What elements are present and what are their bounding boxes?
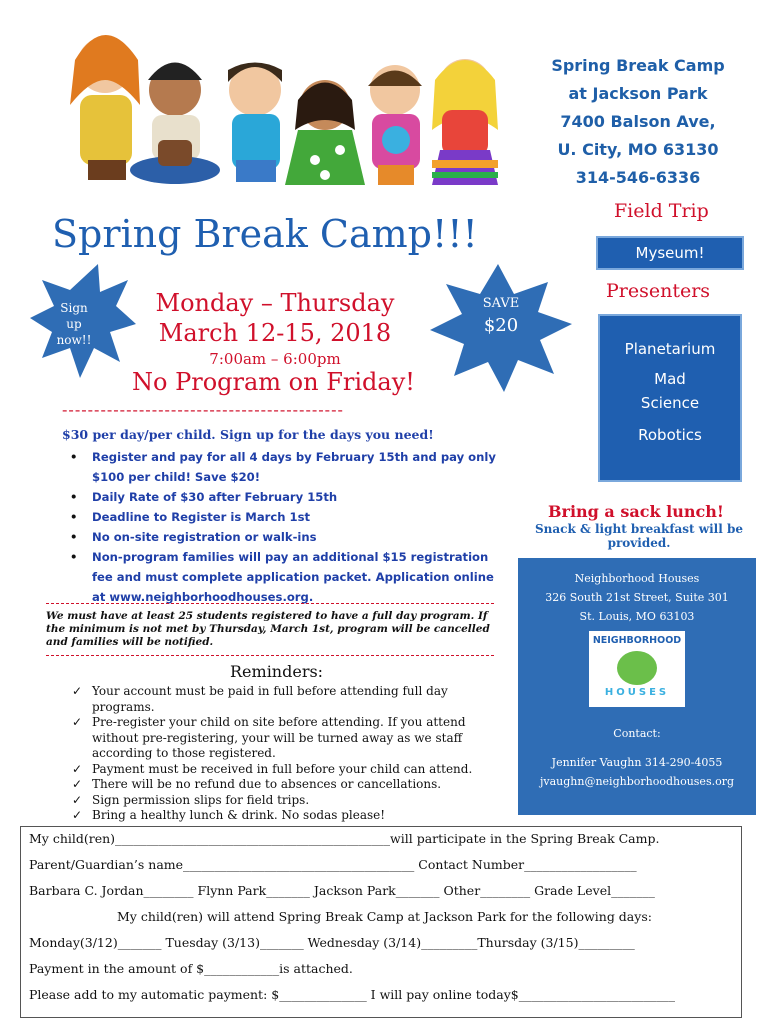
hand-icon xyxy=(617,651,657,685)
page-title: Spring Break Camp!!! xyxy=(52,212,478,256)
list-item: ✓ Your account must be paid in full before attending full day programs. xyxy=(72,684,502,715)
form-row-days-label: My child(ren) will attend Spring Break Camp at Jackson Park for the following days: xyxy=(117,909,652,924)
address-phone: 314-546-6336 xyxy=(575,168,701,187)
burst-text: now!! xyxy=(56,333,92,347)
org-city: St. Louis, MO 63103 xyxy=(579,610,695,623)
camp-address xyxy=(520,52,756,192)
burst-text: Sign xyxy=(60,301,88,315)
presenter-item: Robotics xyxy=(638,426,702,444)
camp-time: 7:00am – 6:00pm xyxy=(209,350,341,368)
list-item: • Daily Rate of $30 after February 15th xyxy=(62,487,502,507)
form-row-days[interactable]: Monday(3/12)_______ Tuesday (3/13)_______ Wednesday (3/14)_________Thursday (3/15)_________ xyxy=(29,935,635,950)
form-row-auto-payment[interactable]: Please add to my automatic payment: $______________ I will pay online today$_________________________ xyxy=(29,987,676,1002)
burst-text: up xyxy=(66,317,82,331)
reminders-heading: Reminders: xyxy=(230,662,324,681)
form-row-child[interactable]: My child(ren)____________________________________________will participate in the Spring Break Camp. xyxy=(29,831,660,846)
org-name: Neighborhood Houses xyxy=(574,572,700,585)
list-item: • No on-site registration or walk-ins xyxy=(62,527,502,547)
form-row-school[interactable]: Barbara C. Jordan________ Flynn Park_______ Jackson Park_______ Other________ Grade Level_______ xyxy=(29,883,655,898)
address-line: U. City, MO 63130 xyxy=(557,140,719,159)
minimum-note-box xyxy=(46,603,494,656)
form-row-payment[interactable]: Payment in the amount of $____________is attached. xyxy=(29,961,353,976)
divider: -------------------------------------------- xyxy=(62,400,344,419)
contact-email: jvaughn@neighborhoodhouses.org xyxy=(539,775,735,788)
logo-arc-text: NEIGHBORHOOD xyxy=(592,635,682,646)
signup-burst xyxy=(28,262,138,380)
date-block xyxy=(140,288,410,370)
field-trip-heading: Field Trip xyxy=(614,200,709,222)
contact-name: Jennifer Vaughn 314-290-4055 xyxy=(551,756,723,769)
list-item: ✓ Bring a healthy lunch & drink. No sodas please! xyxy=(72,808,502,824)
kids-illustration xyxy=(60,10,500,190)
field-trip-item: Myseum! xyxy=(635,244,705,262)
presenter-item: Science xyxy=(640,394,700,412)
list-item: ✓ Pre-register your child on site before attending. If you attend without pre-registering, your will be turned away as we staff according to those registered. xyxy=(72,715,502,762)
lunch-heading: Bring a sack lunch! xyxy=(548,502,724,521)
presenter-item: Planetarium xyxy=(624,340,716,358)
logo-sub-text: HOUSES xyxy=(604,687,670,698)
minimum-note: We must have at least 25 students registered to have a full day program. If the minimum is not met by Thursday, March 1st, program will be cancelled and families will be notified. xyxy=(46,610,490,648)
list-item: • Deadline to Register is March 1st xyxy=(62,507,502,527)
camp-dates: March 12-15, 2018 xyxy=(158,319,392,347)
lunch-sub: Snack & light breakfast will be provided. xyxy=(535,522,743,550)
field-trip-scroll xyxy=(596,236,744,270)
registration-form xyxy=(20,826,742,1018)
org-logo xyxy=(589,631,685,707)
presenters-scroll xyxy=(598,314,742,482)
form-row-parent[interactable]: Parent/Guardian’s name_____________________________________ Contact Number__________________ xyxy=(29,857,637,872)
contact-label: Contact: xyxy=(613,727,661,740)
list-item: ✓ There will be no refund due to absences or cancellations. xyxy=(72,777,502,793)
org-street: 326 South 21st Street, Suite 301 xyxy=(545,591,729,604)
burst-price: $20 xyxy=(483,315,519,336)
save-burst xyxy=(428,262,574,394)
list-item: • Register and pay for all 4 days by February 15th and pay only $100 per child! Save $20! xyxy=(62,447,502,487)
address-line: at Jackson Park xyxy=(568,84,708,103)
presenters-heading: Presenters xyxy=(606,280,711,302)
presenter-item: Mad xyxy=(654,370,686,388)
reminders-list xyxy=(72,684,502,824)
price-line: $30 per day/per child. Sign up for the days you need! xyxy=(62,427,434,442)
list-item: ✓ Sign permission slips for field trips. xyxy=(72,793,502,809)
no-program-note: No Program on Friday! xyxy=(132,368,415,396)
list-item: • Non-program families will pay an additional $15 registration fee and must complete application packet. Application online at www.neighborhoodhouses.org. xyxy=(62,547,502,607)
list-item: ✓ Payment must be received in full before your child can attend. xyxy=(72,762,502,778)
registration-bullets xyxy=(62,447,502,607)
address-line: 7400 Balson Ave, xyxy=(560,112,716,131)
burst-text: SAVE xyxy=(482,296,520,311)
org-panel xyxy=(518,558,756,815)
address-line: Spring Break Camp xyxy=(551,56,725,75)
camp-days: Monday – Thursday xyxy=(155,289,395,317)
